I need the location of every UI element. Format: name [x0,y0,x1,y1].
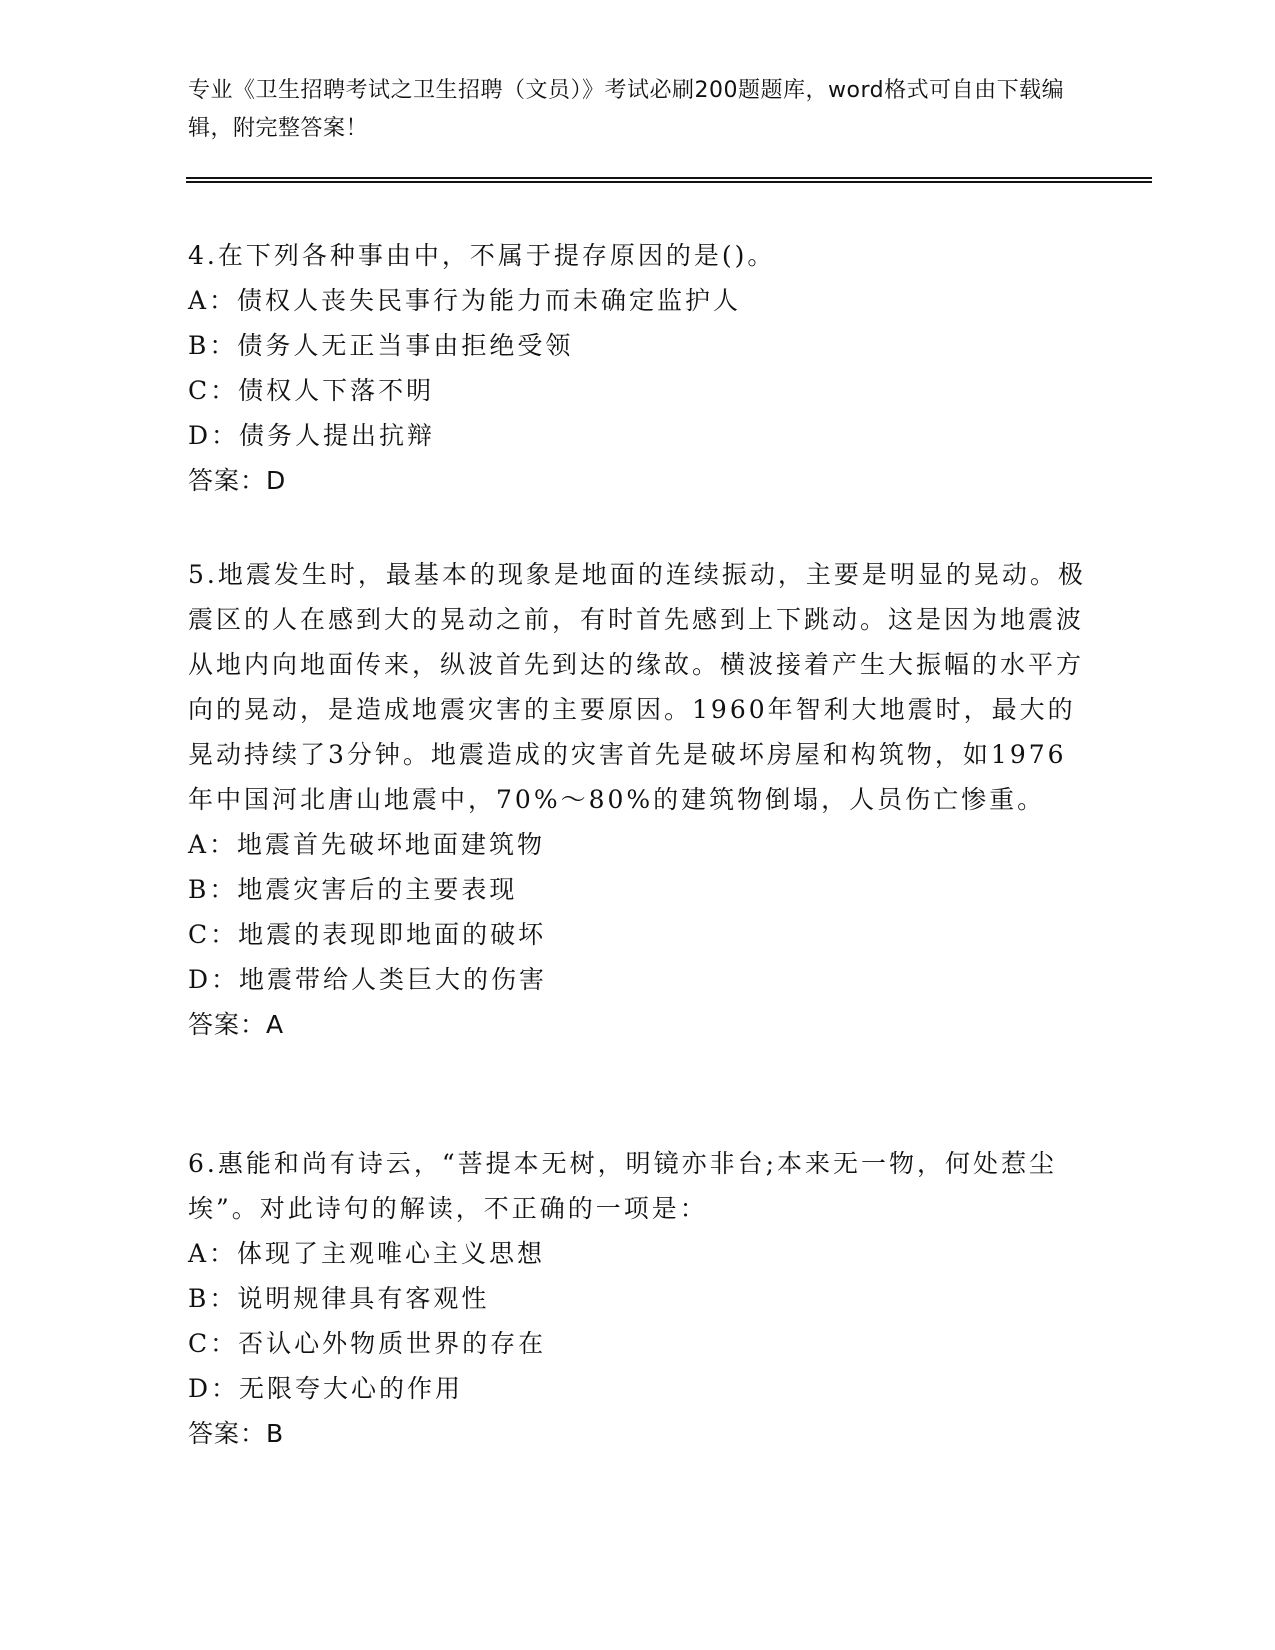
answer: 答案：A [188,1010,285,1039]
question-stem: 6.惠能和尚有诗云，“菩提本无树，明镜亦非台;本来无一物，何处惹尘埃”。对此诗句的解读，不正确的一项是： [188,1149,1058,1223]
question-5 [188,552,1088,1047]
question-stem: 4.在下列各种事由中，不属于提存原因的是()。 [188,241,776,270]
option-a: A：体现了主观唯心主义思想 [188,1239,546,1268]
document-header: 专业《卫生招聘考试之卫生招聘（文员）》考试必刷200题题库，word格式可自由下载编辑，附完整答案！ [188,78,1065,141]
option-c: C：否认心外物质世界的存在 [188,1329,547,1358]
option-b: B：说明规律具有客观性 [188,1284,490,1313]
option-b: B：地震灾害后的主要表现 [188,875,518,904]
option-c: C：债权人下落不明 [188,376,435,405]
option-d: D：地震带给人类巨大的伤害 [188,965,548,994]
answer: 答案：D [188,466,287,495]
option-a: A：地震首先破坏地面建筑物 [188,830,546,859]
answer: 答案：B [188,1419,285,1448]
option-b: B：债务人无正当事由拒绝受领 [188,331,574,360]
question-6 [188,1141,1088,1456]
header-rule-bottom [186,181,1152,183]
question-stem: 5.地震发生时，最基本的现象是地面的连续振动，主要是明显的晃动。极震区的人在感到大的晃动之前，有时首先感到上下跳动。这是因为地震波从地内向地面传来，纵波首先到达的缘故。横波接着产生大振幅的水平方向的晃动，是造成地震灾害的主要原因。1960年智利大地震时，最大的晃动持续了3分钟。地震造成的灾害首先是破坏房屋和构筑物，如1976年中国河北唐山地震中，70%～80%的建筑物倒塌，人员伤亡惨重。 [188,560,1086,814]
option-d: D：债务人提出抗辩 [188,421,436,450]
option-a: A：债权人丧失民事行为能力而未确定监护人 [188,286,742,315]
header-rule-top [186,177,1152,179]
option-c: C：地震的表现即地面的破坏 [188,920,547,949]
question-4 [188,233,1088,503]
option-d: D：无限夸大心的作用 [188,1374,464,1403]
